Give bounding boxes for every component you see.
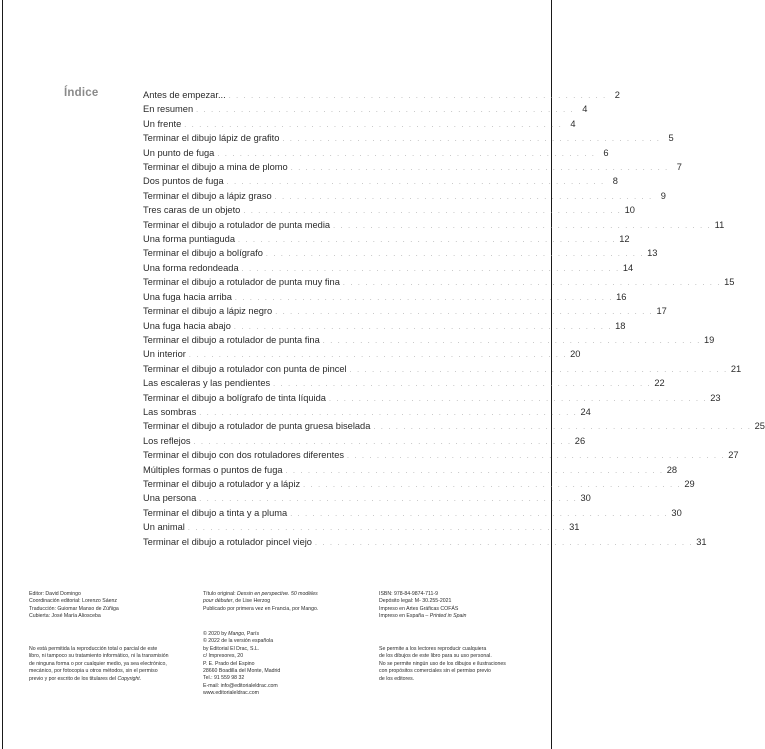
- legal-deposit: Depósito legal: M- 30.255-2021: [379, 598, 452, 605]
- toc-entry: [143, 275, 735, 289]
- toc-entry: [143, 189, 666, 203]
- toc-dot-leader: . . . . . . . . . . . . . . . . . . . . . . . . . . . . . . . . . . . . . . . . . . . . . . . . . . .: [273, 381, 652, 389]
- rights-line: libro, ni tampoco su tratamiento informático, ni la transmisión: [29, 653, 169, 660]
- toc-entry-title: Terminar el dibujo a tinta y a pluma: [143, 507, 288, 518]
- toc-entry: [143, 520, 580, 534]
- toc-dot-leader: . . . . . . . . . . . . . . . . . . . . . . . . . . . . . . . . . . . . . . . . . . . . . . . . . . .: [303, 481, 682, 489]
- toc-entry-title: Terminar el dibujo a rotulador de punta muy fina: [143, 277, 340, 288]
- toc-entry: [143, 535, 707, 549]
- isbn: ISBN: 978-84-9874-711-9: [379, 591, 439, 597]
- toc-entry: [143, 376, 665, 390]
- toc-entry-page: 12: [619, 234, 630, 245]
- publisher-email: E-mail: info@editorialeldrac.com: [203, 682, 278, 689]
- toc-entry-title: Terminar el dibujo a lápiz graso: [143, 190, 272, 201]
- toc-dot-leader: . . . . . . . . . . . . . . . . . . . . . . . . . . . . . . . . . . . . . . . . . . . . . . . . . . .: [234, 294, 614, 302]
- toc-dot-leader: . . . . . . . . . . . . . . . . . . . . . . . . . . . . . . . . . . . . . . . . . . . . . . . . . . .: [199, 496, 578, 504]
- toc-entry-page: 22: [654, 378, 665, 389]
- toc-entry-title: Antes de empezar...: [143, 90, 226, 100]
- toc-entry-page: 23: [710, 392, 721, 403]
- publisher-website: www.editorialeldrac.com: [203, 690, 259, 697]
- copyright-original: © 2020 by Mango, París: [203, 631, 260, 637]
- toc-entry-page: 9: [660, 190, 666, 201]
- toc-entry-title: Una forma puntiaguda: [143, 234, 235, 245]
- toc-entry-page: 8: [612, 176, 618, 187]
- toc-entry-page: 10: [624, 205, 635, 216]
- original-title-line: Título original: Dessin en perspective. 50 modèles: [203, 591, 318, 597]
- toc-entry-page: 27: [728, 450, 739, 461]
- toc-entry-page: 14: [622, 262, 634, 273]
- toc-entry: [143, 290, 627, 304]
- toc-entry-title: Terminar el dibujo a bolígrafo de tinta líquida: [143, 392, 326, 403]
- toc-dot-leader: . . . . . . . . . . . . . . . . . . . . . . . . . . . . . . . . . . . . . . . . . . . . . . . . . . .: [290, 165, 669, 173]
- publisher-name: by Editorial El Drac, S.L.: [203, 645, 260, 652]
- toc-entry-title: Los reflejos: [143, 435, 191, 446]
- toc-entry: [143, 347, 581, 361]
- permission-line: Se permite a los lectores reproducir cualquiera: [379, 646, 487, 652]
- toc-entry-page: 7: [676, 162, 682, 173]
- toc-entry: [143, 174, 618, 188]
- toc-dot-leader: . . . . . . . . . . . . . . . . . . . . . . . . . . . . . . . . . . . . . . . . . . . . . . . . . . .: [328, 395, 708, 403]
- publisher-street: c/ Impresores, 20: [203, 653, 244, 660]
- coordination-credit: Coordinación editorial: Lorenzo Sáenz: [29, 598, 117, 605]
- toc-entry: [143, 218, 725, 232]
- printer: Impreso en Artes Gráficas COFÁS: [379, 605, 459, 612]
- toc-list: [143, 88, 765, 549]
- toc-entry-title: Tres caras de un objeto: [143, 205, 241, 216]
- toc-dot-leader: . . . . . . . . . . . . . . . . . . . . . . . . . . . . . . . . . . . . . . . . . . . . . . . . . . .: [228, 93, 607, 100]
- toc-entry-title: Terminar el dibujo a rotulador con punta de pincel: [143, 363, 347, 374]
- toc-entry-page: 30: [580, 493, 591, 504]
- toc-dot-leader: . . . . . . . . . . . . . . . . . . . . . . . . . . . . . . . . . . . . . . . . . . . . . . . . . . .: [217, 150, 596, 158]
- toc-entry: [143, 131, 674, 145]
- toc-dot-leader: . . . . . . . . . . . . . . . . . . . . . . . . . . . . . . . . . . . . . . . . . . . . . . . . . . .: [282, 136, 661, 144]
- toc-dot-leader: . . . . . . . . . . . . . . . . . . . . . . . . . . . . . . . . . . . . . . . . . . . . . . . . . . .: [342, 280, 722, 288]
- toc-entry-title: Múltiples formas o puntos de fuga: [143, 464, 283, 475]
- toc-entry: [143, 405, 591, 419]
- toc-entry-page: 28: [666, 464, 678, 475]
- toc-entry-title: En resumen: [143, 104, 194, 115]
- editor-credit: Editor: David Domingo: [29, 591, 81, 597]
- toc-entry-page: 6: [603, 147, 609, 158]
- toc-dot-leader: . . . . . . . . . . . . . . . . . . . . . . . . . . . . . . . . . . . . . . . . . . . . . . . . . . .: [193, 438, 572, 446]
- toc-dot-leader: . . . . . . . . . . . . . . . . . . . . . . . . . . . . . . . . . . . . . . . . . . . . . . . . . . .: [322, 337, 701, 345]
- toc-entry: [143, 463, 678, 477]
- toc-entry-title: Terminar el dibujo a mina de plomo: [143, 162, 288, 173]
- reproduction-permission: [379, 646, 506, 683]
- toc-entry: [143, 160, 682, 174]
- toc-dot-leader: . . . . . . . . . . . . . . . . . . . . . . . . . . . . . . . . . . . . . . . . . . . . . . . . . . .: [243, 208, 622, 216]
- toc-dot-leader: . . . . . . . . . . . . . . . . . . . . . . . . . . . . . . . . . . . . . . . . . . . . . . . . . . .: [373, 424, 752, 432]
- toc-dot-leader: . . . . . . . . . . . . . . . . . . . . . . . . . . . . . . . . . . . . . . . . . . . . . . . . . . .: [314, 539, 694, 547]
- copyright-spanish: © 2022 de la versión española: [203, 638, 274, 645]
- rights-line: mecánico, por fotocopia u otros métodos, sin el permiso: [29, 668, 158, 675]
- toc-dot-leader: . . . . . . . . . . . . . . . . . . . . . . . . . . . . . . . . . . . . . . . . . . . . . . . . . . .: [196, 107, 575, 115]
- toc-entry-page: 26: [574, 435, 586, 446]
- rights-line: de ninguna forma o por cualquier medio, ya sea electrónico,: [29, 660, 167, 667]
- toc-dot-leader: . . . . . . . . . . . . . . . . . . . . . . . . . . . . . . . . . . . . . . . . . . . . . . . . . . .: [184, 121, 563, 129]
- toc-dot-leader: . . . . . . . . . . . . . . . . . . . . . . . . . . . . . . . . . . . . . . . . . . . . . . . . . . .: [187, 525, 567, 533]
- toc-entry: [143, 319, 626, 333]
- publisher-phone: Tel.: 91 559 98 32: [203, 675, 245, 682]
- toc-entry: [143, 304, 667, 318]
- toc-entry-title: Un interior: [143, 349, 186, 360]
- toc-entry-page: 24: [580, 406, 591, 417]
- toc-entry-title: Terminar el dibujo con dos rotuladores diferentes: [143, 450, 345, 461]
- toc-entry: [143, 434, 586, 448]
- toc-entry: [143, 448, 739, 462]
- toc-dot-leader: . . . . . . . . . . . . . . . . . . . . . . . . . . . . . . . . . . . . . . . . . . . . . . . . . . .: [226, 179, 605, 187]
- first-published-line: Publicado por primera vez en Francia, por Mango.: [203, 605, 319, 612]
- toc-entry-page: 4: [582, 104, 588, 115]
- toc-dot-leader: . . . . . . . . . . . . . . . . . . . . . . . . . . . . . . . . . . . . . . . . . . . . . . . . . . .: [265, 251, 645, 259]
- toc-entry: [143, 146, 609, 160]
- toc-entry-page: 20: [570, 349, 581, 360]
- toc-entry: [143, 102, 588, 116]
- toc-dot-leader: . . . . . . . . . . . . . . . . . . . . . . . . . . . . . . . . . . . . . . . . . . . . . . . . . . .: [285, 467, 664, 475]
- toc-entry: [143, 391, 721, 405]
- page-left-rule: [2, 0, 3, 749]
- cover-credit: Cubierta: José María Aliosceba: [29, 613, 101, 620]
- toc-entry-title: Terminar el dibujo a bolígrafo: [143, 248, 263, 259]
- toc-entry-page: 4: [570, 118, 576, 129]
- toc-entry: [143, 232, 630, 246]
- toc-entry-page: 21: [730, 363, 742, 374]
- printed-in: Impreso en España – Printed in Spain: [379, 613, 467, 620]
- toc-entry-page: 31: [569, 522, 580, 533]
- publisher-park: P. E. Prado del Espino: [203, 660, 255, 667]
- toc-dot-leader: . . . . . . . . . . . . . . . . . . . . . . . . . . . . . . . . . . . . . . . . . . . . . . . . . . .: [290, 510, 669, 518]
- toc-entry: [143, 117, 576, 131]
- toc-entry-title: Terminar el dibujo a rotulador de punta gruesa biselada: [143, 421, 371, 432]
- permission-line: No se permite ningún uso de los dibujos e ilustraciones: [379, 660, 506, 667]
- toc-entry-page: 25: [754, 421, 765, 432]
- toc-entry-title: Terminar el dibujo a rotulador pincel viejo: [143, 536, 312, 547]
- toc-entry-title: Una persona: [143, 493, 197, 504]
- toc-dot-leader: . . . . . . . . . . . . . . . . . . . . . . . . . . . . . . . . . . . . . . . . . . . . . . . . . . .: [275, 309, 654, 317]
- toc-dot-leader: . . . . . . . . . . . . . . . . . . . . . . . . . . . . . . . . . . . . . . . . . . . . . . . . . . .: [233, 323, 613, 331]
- toc-dot-leader: . . . . . . . . . . . . . . . . . . . . . . . . . . . . . . . . . . . . . . . . . . . . . . . . . . .: [241, 265, 620, 273]
- original-subtitle-line: pour débuter, de Lise Herzog: [203, 598, 271, 605]
- rights-notice: [29, 646, 169, 683]
- toc-entry: [143, 477, 695, 491]
- toc-dot-leader: . . . . . . . . . . . . . . . . . . . . . . . . . . . . . . . . . . . . . . . . . . . . . . . . . . .: [199, 409, 578, 417]
- toc-entry-title: Terminar el dibujo a rotulador de punta fina: [143, 334, 320, 345]
- toc-entry-title: Dos puntos de fuga: [143, 176, 224, 187]
- toc-entry: [143, 419, 765, 433]
- toc-dot-leader: . . . . . . . . . . . . . . . . . . . . . . . . . . . . . . . . . . . . . . . . . . . . . . . . . . .: [274, 193, 653, 201]
- toc-entry-title: Terminar el dibujo a lápiz negro: [143, 306, 273, 317]
- toc-entry-page: 29: [684, 478, 695, 489]
- toc-entry-title: Un frente: [143, 118, 182, 129]
- toc-entry: [143, 88, 620, 102]
- toc-dot-leader: . . . . . . . . . . . . . . . . . . . . . . . . . . . . . . . . . . . . . . . . . . . . . . . . . . .: [333, 222, 712, 230]
- permission-line: de los editores.: [379, 675, 415, 682]
- toc-entry: [143, 362, 742, 376]
- toc-entry: [143, 506, 682, 520]
- toc-dot-leader: . . . . . . . . . . . . . . . . . . . . . . . . . . . . . . . . . . . . . . . . . . . . . . . . . . .: [347, 453, 726, 461]
- toc-entry-page: 5: [668, 133, 674, 144]
- toc-dot-leader: . . . . . . . . . . . . . . . . . . . . . . . . . . . . . . . . . . . . . . . . . . . . . . . . . . .: [349, 366, 728, 374]
- toc-entry: [143, 261, 634, 275]
- permission-line: con propósitos comerciales sin el permiso previo: [379, 668, 491, 675]
- toc-entry-page: 13: [647, 248, 658, 259]
- toc-entry-title: Terminar el dibujo a rotulador de punta media: [143, 219, 331, 230]
- publisher-city: 28660 Boadilla del Monte, Madrid: [203, 668, 281, 675]
- toc-entry: [143, 333, 715, 347]
- original-edition-credits: [203, 591, 318, 613]
- toc-entry-page: 30: [671, 507, 682, 518]
- toc-entry-page: 17: [656, 306, 667, 317]
- rights-line: previo y por escrito de los titulares del Copyright.: [29, 675, 142, 682]
- toc-entry-title: Una fuga hacia arriba: [143, 291, 232, 302]
- legal-credits: [379, 591, 466, 621]
- toc-entry-title: Terminar el dibujo a rotulador y a lápiz: [143, 478, 301, 489]
- toc-entry-title: Las escaleras y las pendientes: [143, 378, 271, 389]
- toc-entry-title: Una fuga hacia abajo: [143, 320, 231, 331]
- toc-entry-page: 2: [614, 90, 620, 100]
- toc-entry-title: Un punto de fuga: [143, 147, 215, 158]
- toc-dot-leader: . . . . . . . . . . . . . . . . . . . . . . . . . . . . . . . . . . . . . . . . . . . . . . . . . . .: [238, 237, 617, 245]
- toc-heading: Índice: [64, 87, 99, 99]
- permission-line: de los dibujos de este libro para su uso personal.: [379, 653, 492, 660]
- toc-entry-title: Un animal: [143, 522, 185, 533]
- toc-entry-page: 19: [703, 334, 715, 345]
- toc-entry: [143, 246, 658, 260]
- toc-entry-page: 16: [616, 291, 627, 302]
- toc-entry-page: 11: [714, 219, 725, 230]
- staff-credits: [29, 591, 119, 621]
- toc-entry-page: 31: [696, 536, 707, 547]
- toc-dot-leader: . . . . . . . . . . . . . . . . . . . . . . . . . . . . . . . . . . . . . . . . . . . . . . . . . . .: [188, 352, 568, 360]
- toc-entry-title: Terminar el dibujo lápiz de grafito: [143, 133, 280, 144]
- toc-entry-page: 15: [724, 277, 735, 288]
- publisher-info: [203, 631, 280, 698]
- toc-entry-page: 18: [615, 320, 626, 331]
- rights-line: No está permitida la reproducción total o parcial de este: [29, 646, 158, 652]
- toc-entry: [143, 491, 591, 505]
- toc-entry-title: Las sombras: [143, 406, 197, 417]
- toc-entry-title: Una forma redondeada: [143, 262, 239, 273]
- translation-credit: Traducción: Guiomar Manso de Zúñiga: [29, 605, 119, 612]
- toc-entry: [143, 203, 635, 217]
